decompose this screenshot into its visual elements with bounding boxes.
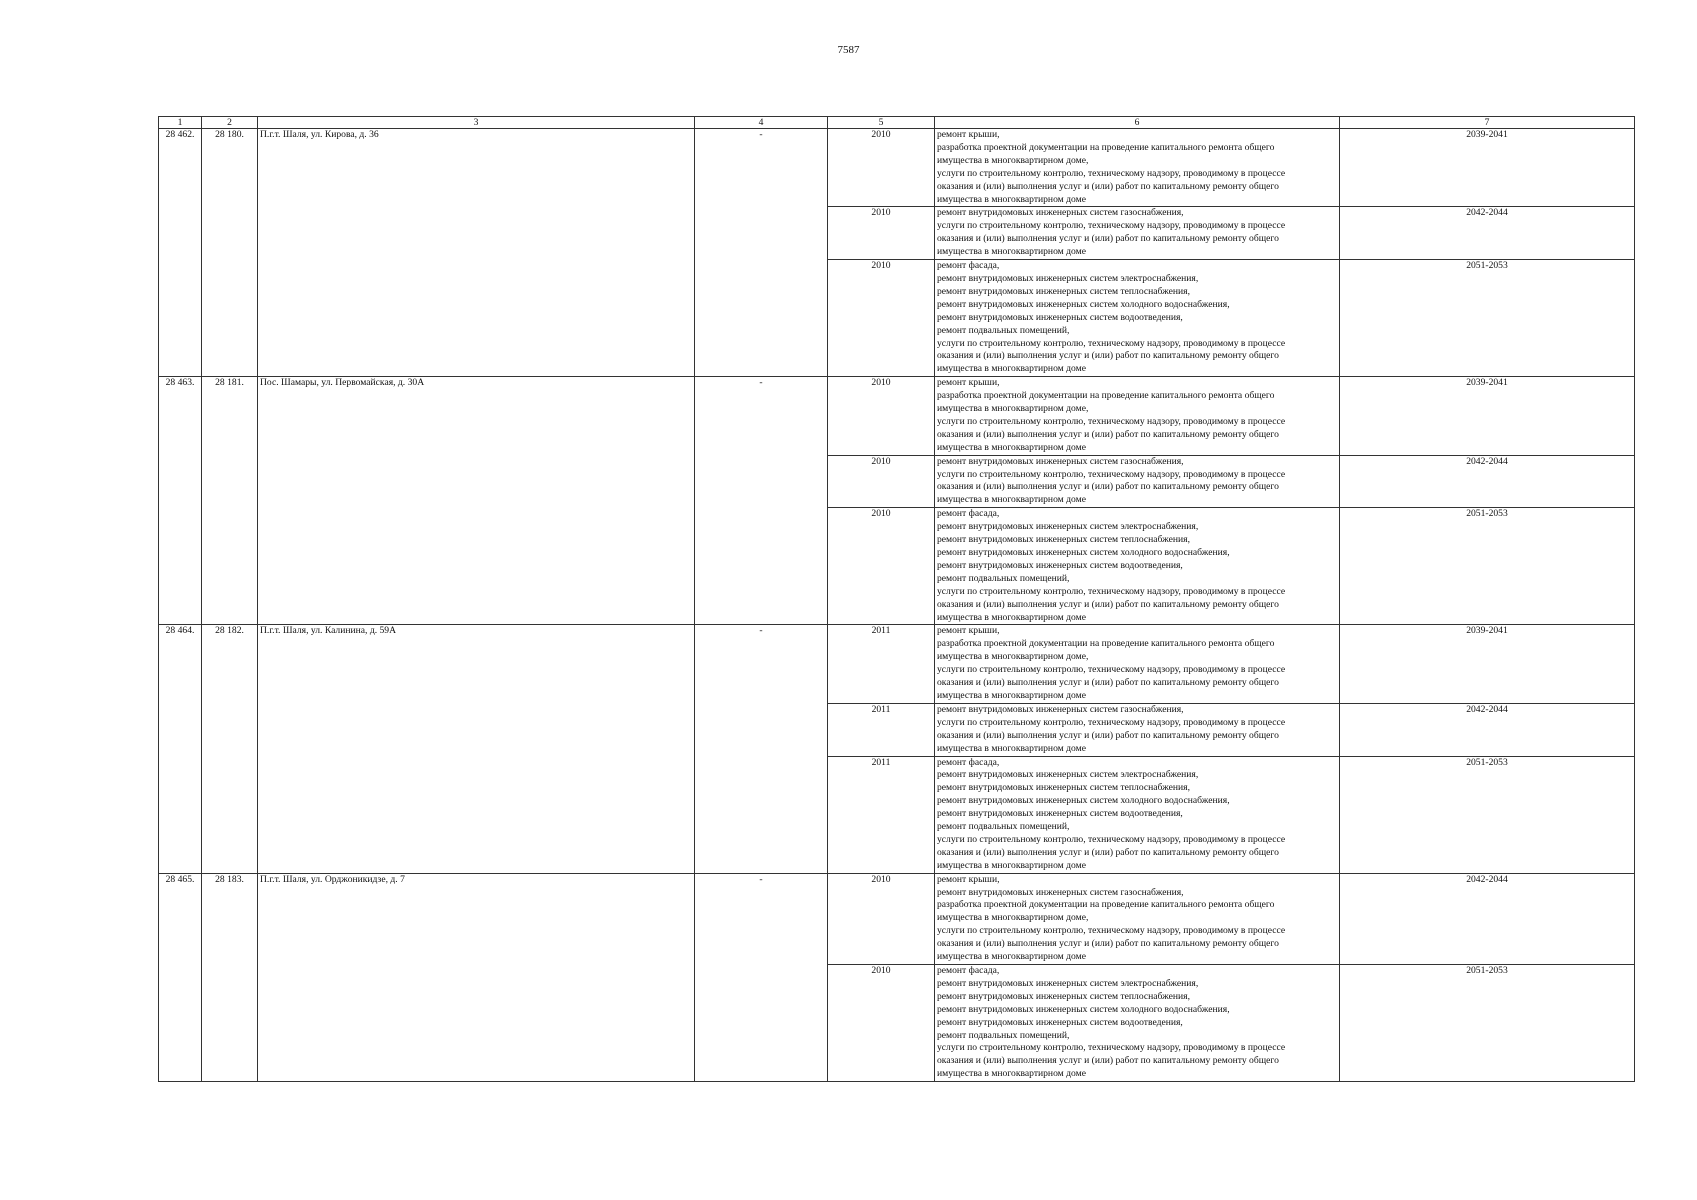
work-line: ремонт внутридомовых инженерных систем газоснабжения, bbox=[937, 703, 1184, 715]
work-line: оказания и (или) выполнения услуг и (или) работ по капитальному ремонту общего bbox=[937, 1055, 1279, 1067]
address-cell: П.г.т. Шаля, ул. Орджоникидзе, д. 7 bbox=[258, 873, 695, 1082]
table-row bbox=[159, 873, 1635, 964]
header-col-1: 1 bbox=[159, 117, 202, 129]
work-line: ремонт подвальных помещений, bbox=[937, 324, 1070, 336]
header-col-2: 2 bbox=[202, 117, 258, 129]
work-line: ремонт внутридомовых инженерных систем холодного водоснабжения, bbox=[937, 1003, 1230, 1015]
works-cell bbox=[935, 207, 1340, 260]
address-cell: П.г.т. Шаля, ул. Калинина, д. 59А bbox=[258, 625, 695, 873]
work-line: имущества в многоквартирном доме bbox=[937, 441, 1086, 453]
work-line: имущества в многоквартирном доме, bbox=[937, 154, 1089, 166]
year-cell: 2010 bbox=[828, 207, 935, 260]
object-id-cell: 28 183. bbox=[202, 873, 258, 1082]
work-line: ремонт крыши, bbox=[937, 873, 1000, 885]
work-line: ремонт внутридомовых инженерных систем водоотведения, bbox=[937, 1016, 1183, 1028]
work-line: имущества в многоквартирном доме bbox=[937, 193, 1086, 205]
period-cell: 2039-2041 bbox=[1340, 129, 1635, 207]
works-cell bbox=[935, 703, 1340, 756]
col4-cell: - bbox=[695, 625, 828, 873]
table-row bbox=[159, 625, 1635, 703]
period-cell: 2042-2044 bbox=[1340, 455, 1635, 508]
work-line: ремонт подвальных помещений, bbox=[937, 821, 1070, 833]
work-line: ремонт фасада, bbox=[937, 965, 1000, 976]
address-cell: Пос. Шамары, ул. Первомайская, д. 30А bbox=[258, 377, 695, 625]
work-line: имущества в многоквартирном доме bbox=[937, 363, 1086, 375]
header-col-3: 3 bbox=[258, 117, 695, 129]
work-line: ремонт подвальных помещений, bbox=[937, 572, 1070, 584]
object-id-cell: 28 182. bbox=[202, 625, 258, 873]
work-line: ремонт внутридомовых инженерных систем холодного водоснабжения, bbox=[937, 795, 1230, 807]
work-line: оказания и (или) выполнения услуг и (или) работ по капитальному ремонту общего bbox=[937, 938, 1279, 950]
works-cell bbox=[935, 129, 1340, 207]
work-line: услуги по строительному контролю, техническому надзору, проводимому в процессе bbox=[937, 167, 1286, 179]
address-cell: П.г.т. Шаля, ул. Кирова, д. 36 bbox=[258, 129, 695, 377]
work-line: имущества в многоквартирном доме, bbox=[937, 651, 1089, 663]
header-col-7: 7 bbox=[1340, 117, 1635, 129]
work-line: услуги по строительному контролю, техническому надзору, проводимому в процессе bbox=[937, 664, 1286, 676]
work-line: услуги по строительному контролю, техническому надзору, проводимому в процессе bbox=[937, 415, 1286, 427]
period-cell: 2051-2053 bbox=[1340, 260, 1635, 377]
work-line: услуги по строительному контролю, техническому надзору, проводимому в процессе bbox=[937, 220, 1286, 232]
table-row bbox=[159, 129, 1635, 207]
table-body bbox=[159, 129, 1635, 1082]
work-line: ремонт крыши, bbox=[937, 625, 1000, 637]
work-line: ремонт внутридомовых инженерных систем холодного водоснабжения, bbox=[937, 298, 1230, 310]
works-cell bbox=[935, 625, 1340, 703]
works-cell bbox=[935, 455, 1340, 508]
year-cell: 2010 bbox=[828, 455, 935, 508]
work-line: услуги по строительному контролю, техническому надзору, проводимому в процессе bbox=[937, 833, 1286, 845]
year-cell: 2010 bbox=[828, 260, 935, 377]
work-line: ремонт внутридомовых инженерных систем водоотведения, bbox=[937, 311, 1183, 323]
table-row bbox=[159, 377, 1635, 455]
work-line: ремонт внутридомовых инженерных систем газоснабжения, bbox=[937, 886, 1184, 898]
work-line: оказания и (или) выполнения услуг и (или) работ по капитальному ремонту общего bbox=[937, 428, 1279, 440]
work-line: ремонт фасада, bbox=[937, 756, 1000, 768]
header-col-4: 4 bbox=[695, 117, 828, 129]
table-header bbox=[159, 117, 1635, 129]
work-line: имущества в многоквартирном доме bbox=[937, 246, 1086, 258]
work-line: разработка проектной документации на проведение капитального ремонта общего bbox=[937, 899, 1275, 911]
period-cell: 2039-2041 bbox=[1340, 377, 1635, 455]
year-cell: 2010 bbox=[828, 965, 935, 1082]
object-id-cell: 28 180. bbox=[202, 129, 258, 377]
work-line: имущества в многоквартирном доме bbox=[937, 494, 1086, 506]
work-line: услуги по строительному контролю, техническому надзору, проводимому в процессе bbox=[937, 468, 1286, 480]
work-line: ремонт внутридомовых инженерных систем теплоснабжения, bbox=[937, 285, 1190, 297]
work-line: ремонт внутридомовых инженерных систем газоснабжения, bbox=[937, 207, 1184, 219]
header-row bbox=[159, 117, 1635, 129]
work-line: разработка проектной документации на проведение капитального ремонта общего bbox=[937, 390, 1275, 402]
register-table bbox=[158, 116, 1635, 1082]
period-cell: 2051-2053 bbox=[1340, 508, 1635, 625]
work-line: ремонт внутридомовых инженерных систем теплоснабжения, bbox=[937, 782, 1190, 794]
works-cell bbox=[935, 260, 1340, 377]
works-cell bbox=[935, 965, 1340, 1082]
period-cell: 2042-2044 bbox=[1340, 207, 1635, 260]
work-line: оказания и (или) выполнения услуг и (или) работ по капитальному ремонту общего bbox=[937, 598, 1279, 610]
record-number-cell: 28 464. bbox=[159, 625, 202, 873]
header-col-5: 5 bbox=[828, 117, 935, 129]
work-line: оказания и (или) выполнения услуг и (или) работ по капитальному ремонту общего bbox=[937, 350, 1279, 362]
work-line: оказания и (или) выполнения услуг и (или) работ по капитальному ремонту общего bbox=[937, 846, 1279, 858]
work-line: ремонт внутридомовых инженерных систем газоснабжения, bbox=[937, 455, 1184, 467]
year-cell: 2010 bbox=[828, 377, 935, 455]
year-cell: 2010 bbox=[828, 873, 935, 964]
col4-cell: - bbox=[695, 873, 828, 1082]
period-cell: 2042-2044 bbox=[1340, 703, 1635, 756]
year-cell: 2011 bbox=[828, 703, 935, 756]
work-line: ремонт внутридомовых инженерных систем электроснабжения, bbox=[937, 272, 1199, 284]
work-line: ремонт крыши, bbox=[937, 377, 1000, 389]
year-cell: 2010 bbox=[828, 508, 935, 625]
work-line: имущества в многоквартирном доме bbox=[937, 689, 1086, 701]
work-line: имущества в многоквартирном доме bbox=[937, 951, 1086, 963]
work-line: услуги по строительному контролю, техническому надзору, проводимому в процессе bbox=[937, 716, 1286, 728]
work-line: ремонт фасада, bbox=[937, 260, 1000, 272]
col4-cell: - bbox=[695, 129, 828, 377]
period-cell: 2042-2044 bbox=[1340, 873, 1635, 964]
work-line: оказания и (или) выполнения услуг и (или) работ по капитальному ремонту общего bbox=[937, 233, 1279, 245]
page-number: 7587 bbox=[837, 44, 860, 56]
year-cell: 2011 bbox=[828, 756, 935, 873]
work-line: ремонт внутридомовых инженерных систем водоотведения, bbox=[937, 559, 1183, 571]
col4-cell: - bbox=[695, 377, 828, 625]
work-line: ремонт внутридомовых инженерных систем электроснабжения, bbox=[937, 977, 1199, 989]
work-line: разработка проектной документации на проведение капитального ремонта общего bbox=[937, 141, 1275, 153]
work-line: оказания и (или) выполнения услуг и (или) работ по капитальному ремонту общего bbox=[937, 677, 1279, 689]
work-line: разработка проектной документации на проведение капитального ремонта общего bbox=[937, 638, 1275, 650]
work-line: ремонт внутридомовых инженерных систем холодного водоснабжения, bbox=[937, 547, 1230, 558]
work-line: ремонт фасада, bbox=[937, 508, 1000, 520]
record-number-cell: 28 465. bbox=[159, 873, 202, 1082]
work-line: имущества в многоквартирном доме, bbox=[937, 403, 1089, 415]
year-cell: 2010 bbox=[828, 129, 935, 207]
work-line: ремонт внутридомовых инженерных систем электроснабжения, bbox=[937, 521, 1199, 533]
work-line: имущества в многоквартирном доме bbox=[937, 611, 1086, 623]
year-cell: 2011 bbox=[828, 625, 935, 703]
work-line: имущества в многоквартирном доме, bbox=[937, 912, 1089, 924]
work-line: услуги по строительному контролю, техническому надзору, проводимому в процессе bbox=[937, 925, 1286, 937]
object-id-cell: 28 181. bbox=[202, 377, 258, 625]
work-line: ремонт внутридомовых инженерных систем теплоснабжения, bbox=[937, 990, 1190, 1002]
period-cell: 2039-2041 bbox=[1340, 625, 1635, 703]
work-line: ремонт внутридомовых инженерных систем водоотведения, bbox=[937, 808, 1183, 820]
work-line: имущества в многоквартирном доме bbox=[937, 742, 1086, 754]
record-number-cell: 28 462. bbox=[159, 129, 202, 377]
period-cell: 2051-2053 bbox=[1340, 965, 1635, 1082]
work-line: услуги по строительному контролю, техническому надзору, проводимому в процессе bbox=[937, 337, 1286, 349]
work-line: ремонт внутридомовых инженерных систем теплоснабжения, bbox=[937, 534, 1190, 546]
work-line: ремонт крыши, bbox=[937, 129, 1000, 140]
work-line: оказания и (или) выполнения услуг и (или) работ по капитальному ремонту общего bbox=[937, 481, 1279, 493]
work-line: имущества в многоквартирном доме bbox=[937, 1068, 1086, 1080]
work-line: имущества в многоквартирном доме bbox=[937, 859, 1086, 871]
work-line: ремонт подвальных помещений, bbox=[937, 1029, 1070, 1041]
work-line: оказания и (или) выполнения услуг и (или) работ по капитальному ремонту общего bbox=[937, 180, 1279, 192]
record-number-cell: 28 463. bbox=[159, 377, 202, 625]
work-line: услуги по строительному контролю, техническому надзору, проводимому в процессе bbox=[937, 1042, 1286, 1054]
works-cell bbox=[935, 508, 1340, 625]
work-line: оказания и (или) выполнения услуг и (или) работ по капитальному ремонту общего bbox=[937, 729, 1279, 741]
works-cell bbox=[935, 756, 1340, 873]
work-line: услуги по строительному контролю, техническому надзору, проводимому в процессе bbox=[937, 585, 1286, 597]
period-cell: 2051-2053 bbox=[1340, 756, 1635, 873]
works-cell bbox=[935, 873, 1340, 964]
work-line: ремонт внутридомовых инженерных систем электроснабжения, bbox=[937, 769, 1199, 781]
works-cell bbox=[935, 377, 1340, 455]
header-col-6: 6 bbox=[935, 117, 1340, 129]
